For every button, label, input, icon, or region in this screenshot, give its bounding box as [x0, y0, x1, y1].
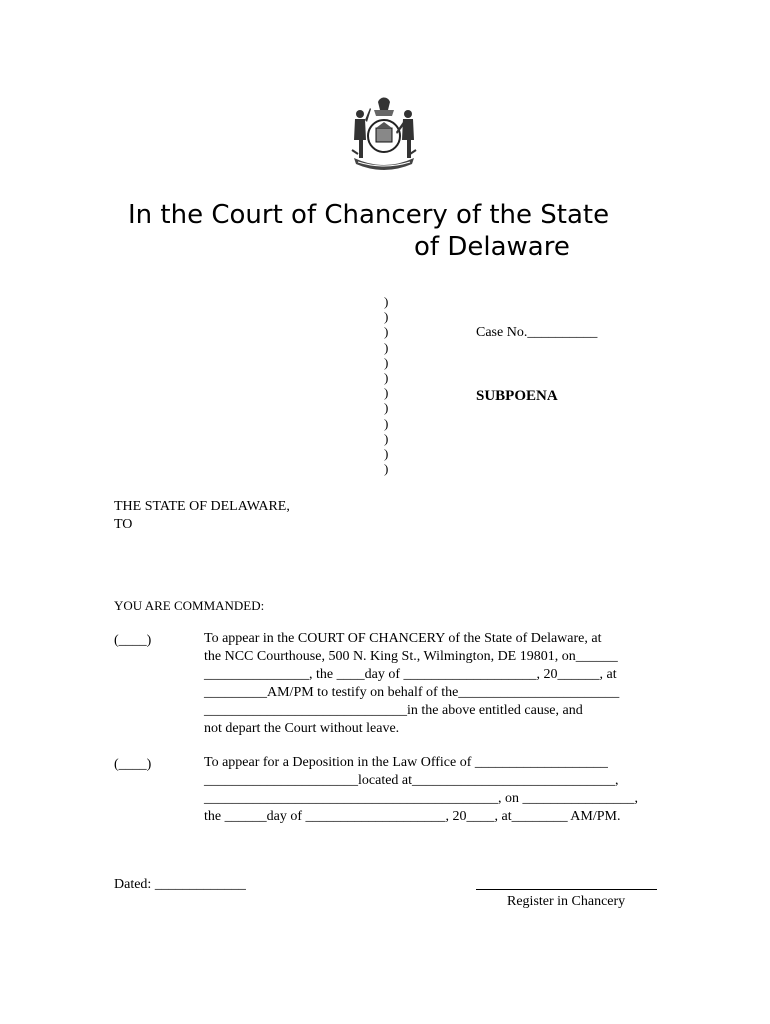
- paragraph-line: _________AM/PM to testify on behalf of the_______________________: [204, 685, 620, 700]
- paragraph-line: _______________, the ____day of ___________________, 20______, at: [204, 667, 617, 682]
- addressee-to: TO: [114, 517, 133, 532]
- caption-paren: ): [384, 415, 389, 431]
- caption-paren: ): [384, 461, 389, 477]
- dated-field[interactable]: Dated: _____________: [114, 877, 246, 892]
- paragraph-line: the NCC Courthouse, 500 N. King St., Wilmington, DE 19801, on______: [204, 649, 618, 664]
- option2-paragraph: [204, 754, 638, 826]
- caption-paren: ): [384, 430, 389, 446]
- delaware-seal-icon: [344, 92, 424, 172]
- paragraph-line: ______________________located at_____________________________,: [204, 773, 619, 788]
- option1-paragraph: [204, 630, 619, 738]
- paragraph-line: not depart the Court without leave.: [204, 721, 400, 736]
- addressee-line: THE STATE OF DELAWARE,: [114, 499, 290, 514]
- caption-paren: ): [384, 354, 389, 370]
- caption-paren: ): [384, 324, 389, 340]
- paragraph-line: To appear for a Deposition in the Law Office of ___________________: [204, 755, 608, 770]
- caption-paren: ): [384, 385, 389, 401]
- signature-label: Register in Chancery: [507, 894, 626, 909]
- option1-checkbox[interactable]: (____): [114, 633, 152, 648]
- case-number-field[interactable]: Case No.__________: [476, 325, 598, 340]
- commanded-heading: YOU ARE COMMANDED:: [114, 598, 265, 613]
- signature-line[interactable]: [476, 875, 657, 890]
- paragraph-line: To appear in the COURT OF CHANCERY of the State of Delaware, at: [204, 631, 602, 646]
- caption-paren: ): [384, 369, 389, 385]
- caption-paren: ): [384, 294, 389, 309]
- caption-parentheses: [384, 294, 388, 476]
- document-type-heading: SUBPOENA: [476, 388, 558, 404]
- paragraph-line: _____________________________in the above entitled cause, and: [204, 703, 583, 718]
- caption-paren: ): [384, 339, 389, 355]
- addressee-block: [114, 498, 290, 534]
- caption-paren: ): [384, 400, 389, 416]
- caption-paren: ): [384, 309, 389, 325]
- paragraph-line: __________________________________________, on ________________,: [204, 791, 638, 806]
- title-line-1: In the Court of Chancery of the State: [128, 200, 610, 230]
- title-line-2: of Delaware: [414, 232, 570, 262]
- option2-checkbox[interactable]: (____): [114, 757, 152, 772]
- paragraph-line: the ______day of ____________________, 20____, at________ AM/PM.: [204, 809, 621, 824]
- caption-paren: ): [384, 445, 389, 461]
